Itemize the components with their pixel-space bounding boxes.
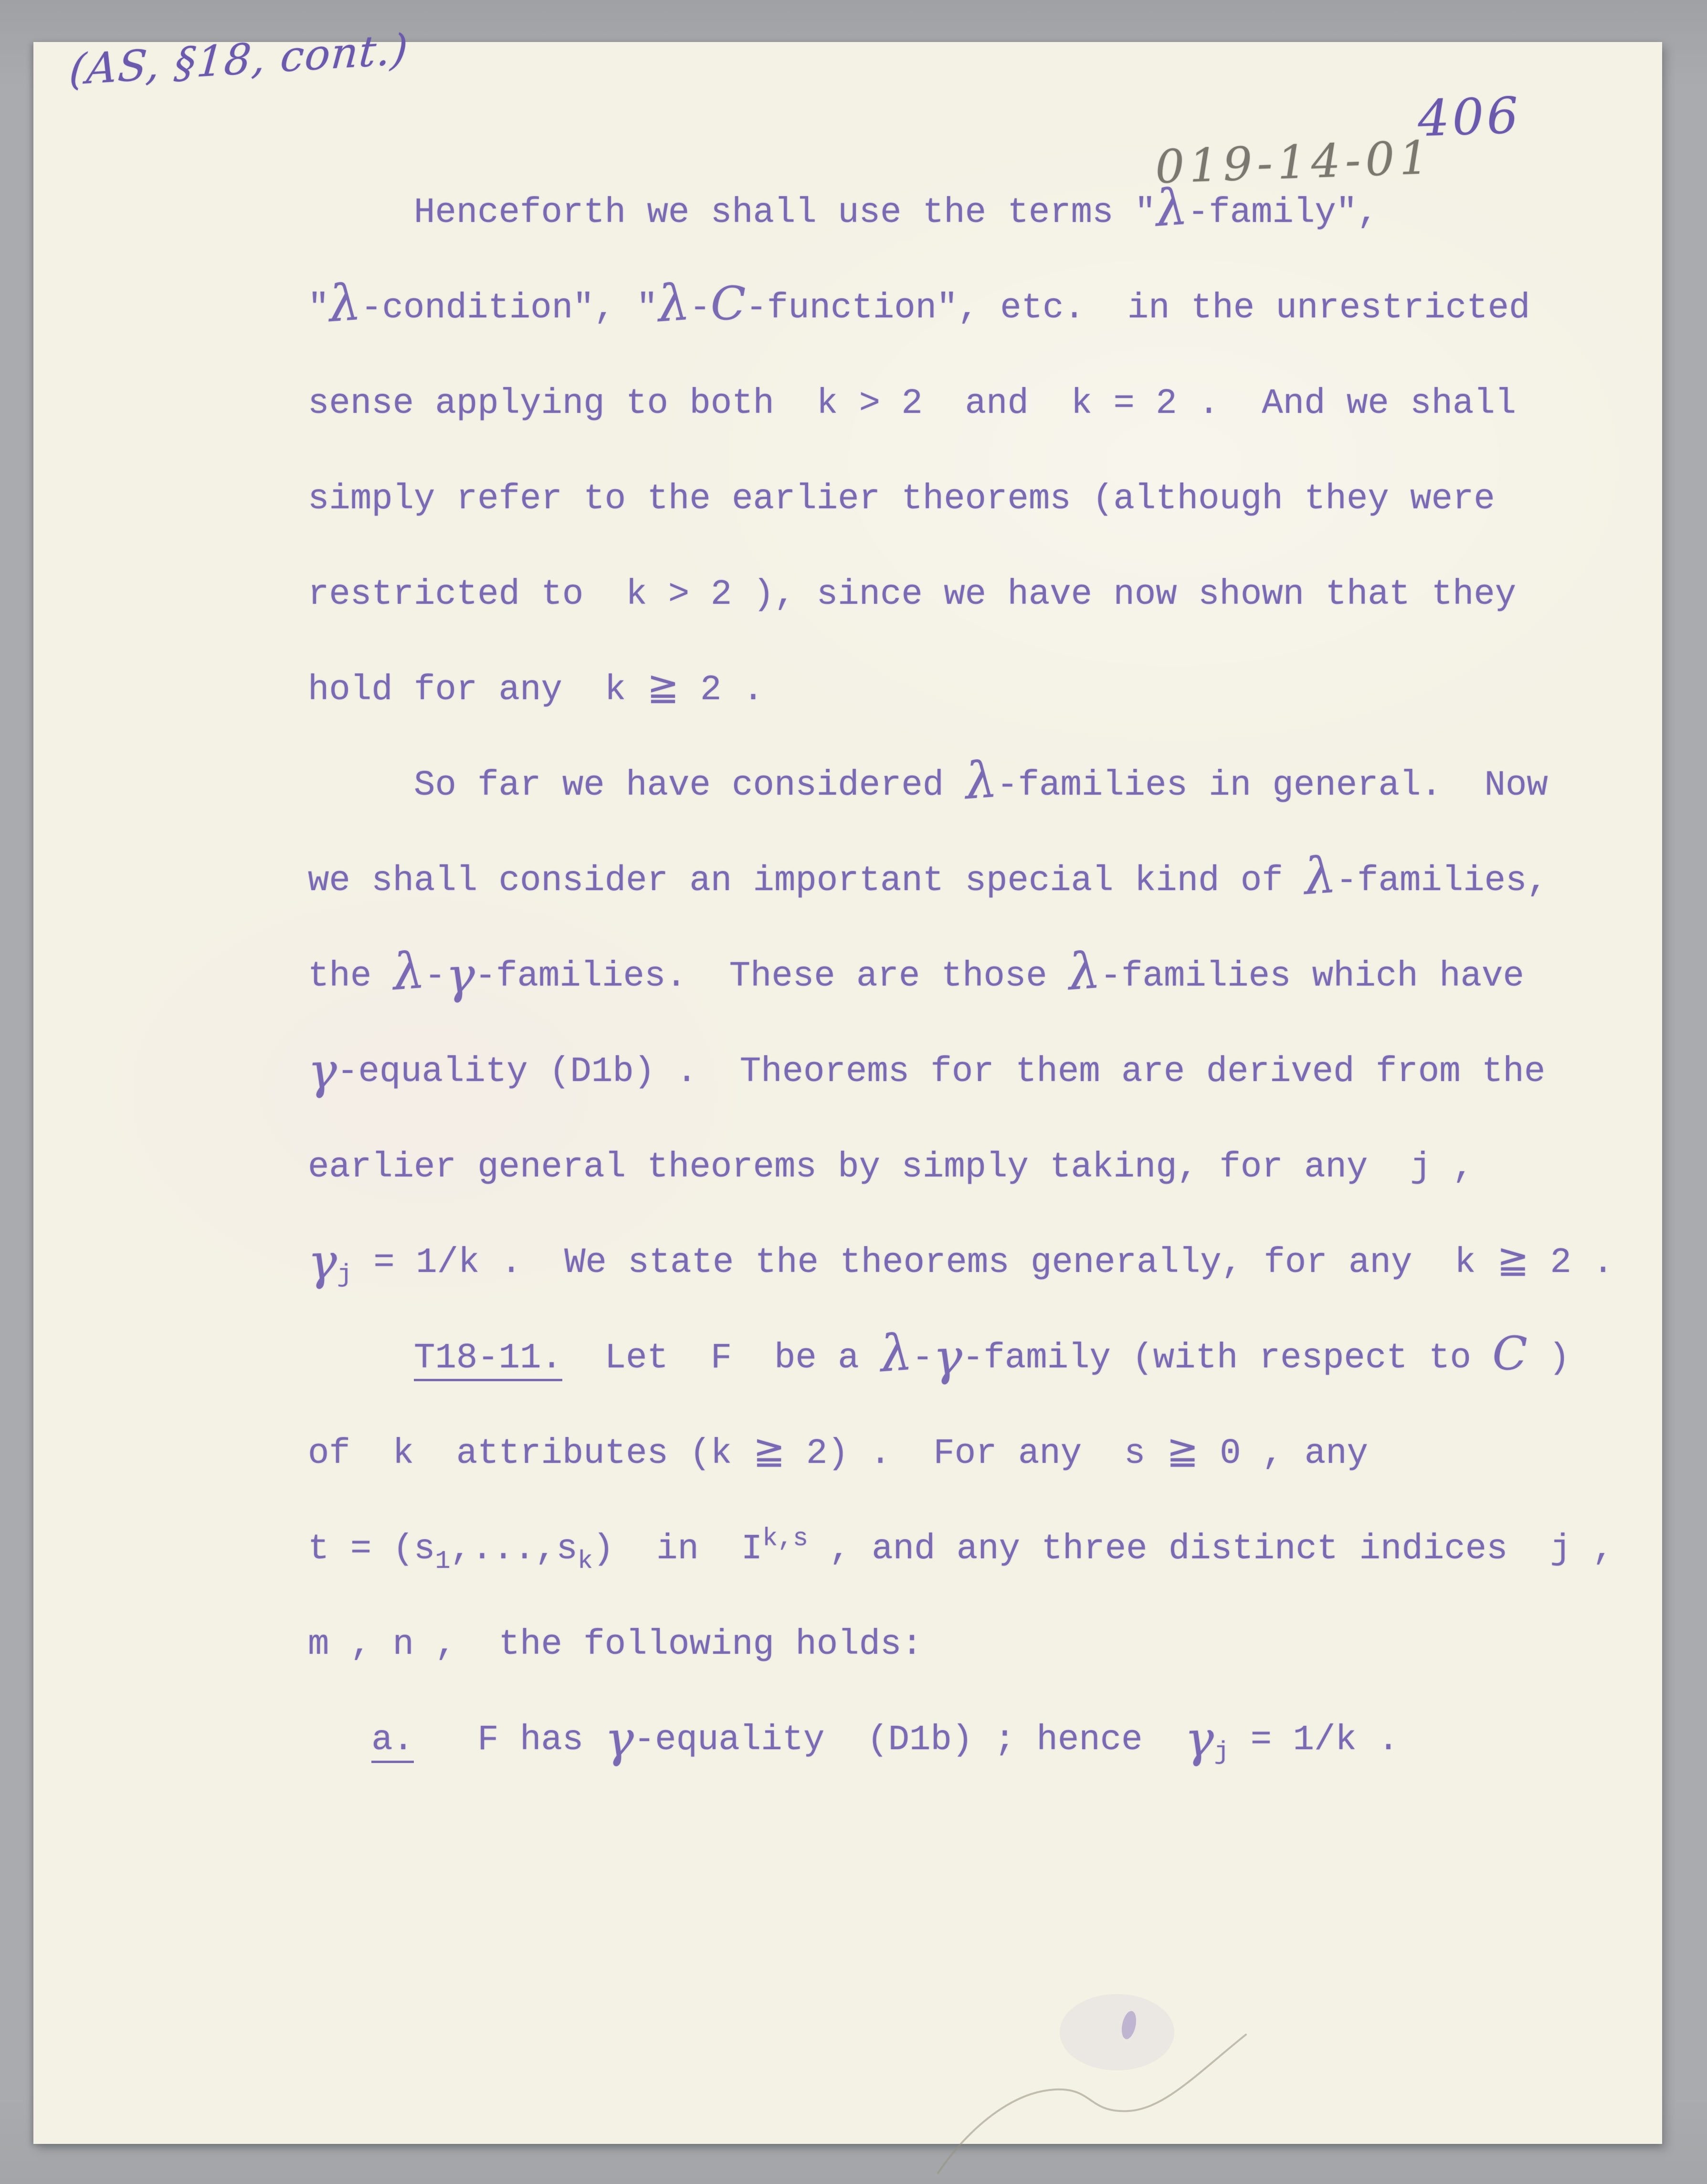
typed-segment-t: -function", etc. in the unrestricted	[746, 288, 1530, 328]
typed-segment-t: -families,	[1336, 861, 1548, 901]
typed-segment-gam: γ	[306, 1042, 338, 1101]
typed-segment-csc: C	[710, 276, 746, 330]
typed-line	[33, 1502, 1662, 1597]
typed-segment-lam: λ	[963, 750, 999, 811]
typed-line	[33, 1215, 1662, 1311]
typed-segment-t: -condition", "	[361, 288, 658, 328]
typed-line	[33, 1406, 1662, 1502]
typed-segment-sub: j	[337, 1260, 352, 1290]
typed-segment-t: )	[1527, 1338, 1570, 1378]
typed-segment-t: the	[308, 956, 393, 997]
typed-segment-t: -equality (D1b) ; hence	[633, 1720, 1185, 1760]
typed-segment-sub: j	[1214, 1738, 1230, 1767]
typed-segment-gam: γ	[932, 1329, 964, 1387]
typed-segment-gam: γ	[1184, 1711, 1215, 1769]
typed-segment-t: sense applying to both k > 2 and k = 2 . And we shall	[308, 384, 1517, 424]
typed-segment-t: ,...,s	[450, 1529, 578, 1569]
typed-segment-t: 0 , any	[1198, 1434, 1369, 1474]
typed-segment-t: Let F be a	[562, 1338, 881, 1378]
typed-segment-lam: λ	[1302, 845, 1338, 906]
typed-segment-t: 2 .	[679, 670, 764, 710]
typed-line	[33, 1597, 1662, 1692]
typed-line	[33, 261, 1662, 356]
typed-segment-t: simply refer to the earlier theorems (although they were	[308, 479, 1495, 519]
typed-segment-lam: λ	[390, 941, 427, 1002]
pencil-document-id: 019-14-01	[1154, 130, 1434, 194]
typed-line	[33, 1311, 1662, 1406]
typed-segment-ut: T18-11.	[414, 1341, 562, 1381]
typed-segment-t: -	[912, 1338, 934, 1378]
typed-segment-t: -families in general. Now	[997, 766, 1548, 806]
typed-segment-t: -	[689, 288, 711, 328]
typed-line	[33, 356, 1662, 452]
typed-segment-t: , and any three distinct indices j ,	[808, 1529, 1614, 1569]
typed-line	[33, 738, 1662, 833]
handwritten-page-number: 406	[1416, 86, 1522, 148]
typed-segment-t: m , n , the following holds:	[308, 1625, 923, 1665]
typed-segment-geq: ≧	[1166, 1428, 1199, 1473]
typed-segment-t: F has	[414, 1720, 605, 1760]
typed-segment-t: 2) . For any s	[785, 1434, 1167, 1474]
typed-segment-ut: a.	[371, 1722, 414, 1763]
typed-segment-t: -	[424, 956, 446, 997]
typed-line	[33, 1692, 1662, 1788]
typed-segment-t: -family",	[1187, 193, 1379, 233]
typed-segment-t: of k attributes (k	[308, 1434, 753, 1474]
typed-line	[33, 833, 1662, 929]
typed-segment-t: -equality (D1b) . Theorems for them are derived from the	[337, 1052, 1546, 1092]
typed-segment-gam: γ	[444, 947, 476, 1005]
typed-segment-t: "	[308, 288, 329, 328]
typed-line	[33, 547, 1662, 642]
typed-line	[33, 1024, 1662, 1120]
typed-segment-t: -family (with respect to	[962, 1338, 1493, 1378]
typed-segment-lam: λ	[327, 273, 363, 334]
typed-segment-t: earlier general theorems by simply taking, for any j ,	[308, 1147, 1474, 1187]
typed-segment-lam: λ	[1066, 941, 1102, 1002]
typed-line	[33, 165, 1662, 261]
typed-segment-t: -families. These are those	[474, 956, 1069, 997]
typed-segment-t: So far we have considered	[308, 766, 965, 806]
typed-segment-sub: k	[577, 1547, 593, 1576]
typed-segment-t: 2 .	[1528, 1243, 1614, 1283]
typed-segment-csc: C	[1492, 1326, 1528, 1380]
typed-segment-gam: γ	[306, 1233, 338, 1292]
typed-segment-lam: λ	[1154, 177, 1190, 238]
typed-line	[33, 929, 1662, 1024]
typed-segment-t: we shall consider an important special kind of	[308, 861, 1305, 901]
typed-segment-t: Henceforth we shall use the terms "	[308, 193, 1156, 233]
typed-segment-t: = 1/k .	[1229, 1720, 1399, 1760]
typed-segment-t: restricted to k > 2 ), since we have now shown that they	[308, 575, 1517, 615]
typed-segment-gam: γ	[603, 1711, 635, 1769]
typed-line	[33, 642, 1662, 738]
typescript-lines	[33, 165, 1662, 1788]
typed-segment-geq: ≧	[1497, 1237, 1529, 1282]
typed-segment-t: -families which have	[1100, 956, 1524, 997]
typed-segment-t	[308, 1720, 371, 1760]
typed-segment-t: ) in I	[592, 1529, 763, 1569]
typed-segment-t: t = (s	[308, 1529, 435, 1569]
typed-line	[33, 1120, 1662, 1215]
typed-segment-sup: k,s	[762, 1524, 809, 1553]
typed-segment-t	[308, 1338, 414, 1378]
manuscript-page	[33, 24, 1662, 2144]
handwritten-section-note: (AS, §18, cont.)	[67, 24, 411, 95]
typed-segment-t: hold for any k	[308, 670, 647, 710]
typed-segment-t: = 1/k . We state the theorems generally, for any k	[352, 1243, 1497, 1283]
typed-segment-geq: ≧	[753, 1428, 785, 1473]
typed-line	[33, 452, 1662, 547]
typed-segment-sub: 1	[435, 1547, 451, 1576]
typed-segment-lam: λ	[878, 1323, 914, 1384]
typed-segment-geq: ≧	[647, 664, 679, 709]
typed-segment-lam: λ	[655, 273, 692, 334]
pencil-squiggle	[912, 1970, 1303, 2184]
